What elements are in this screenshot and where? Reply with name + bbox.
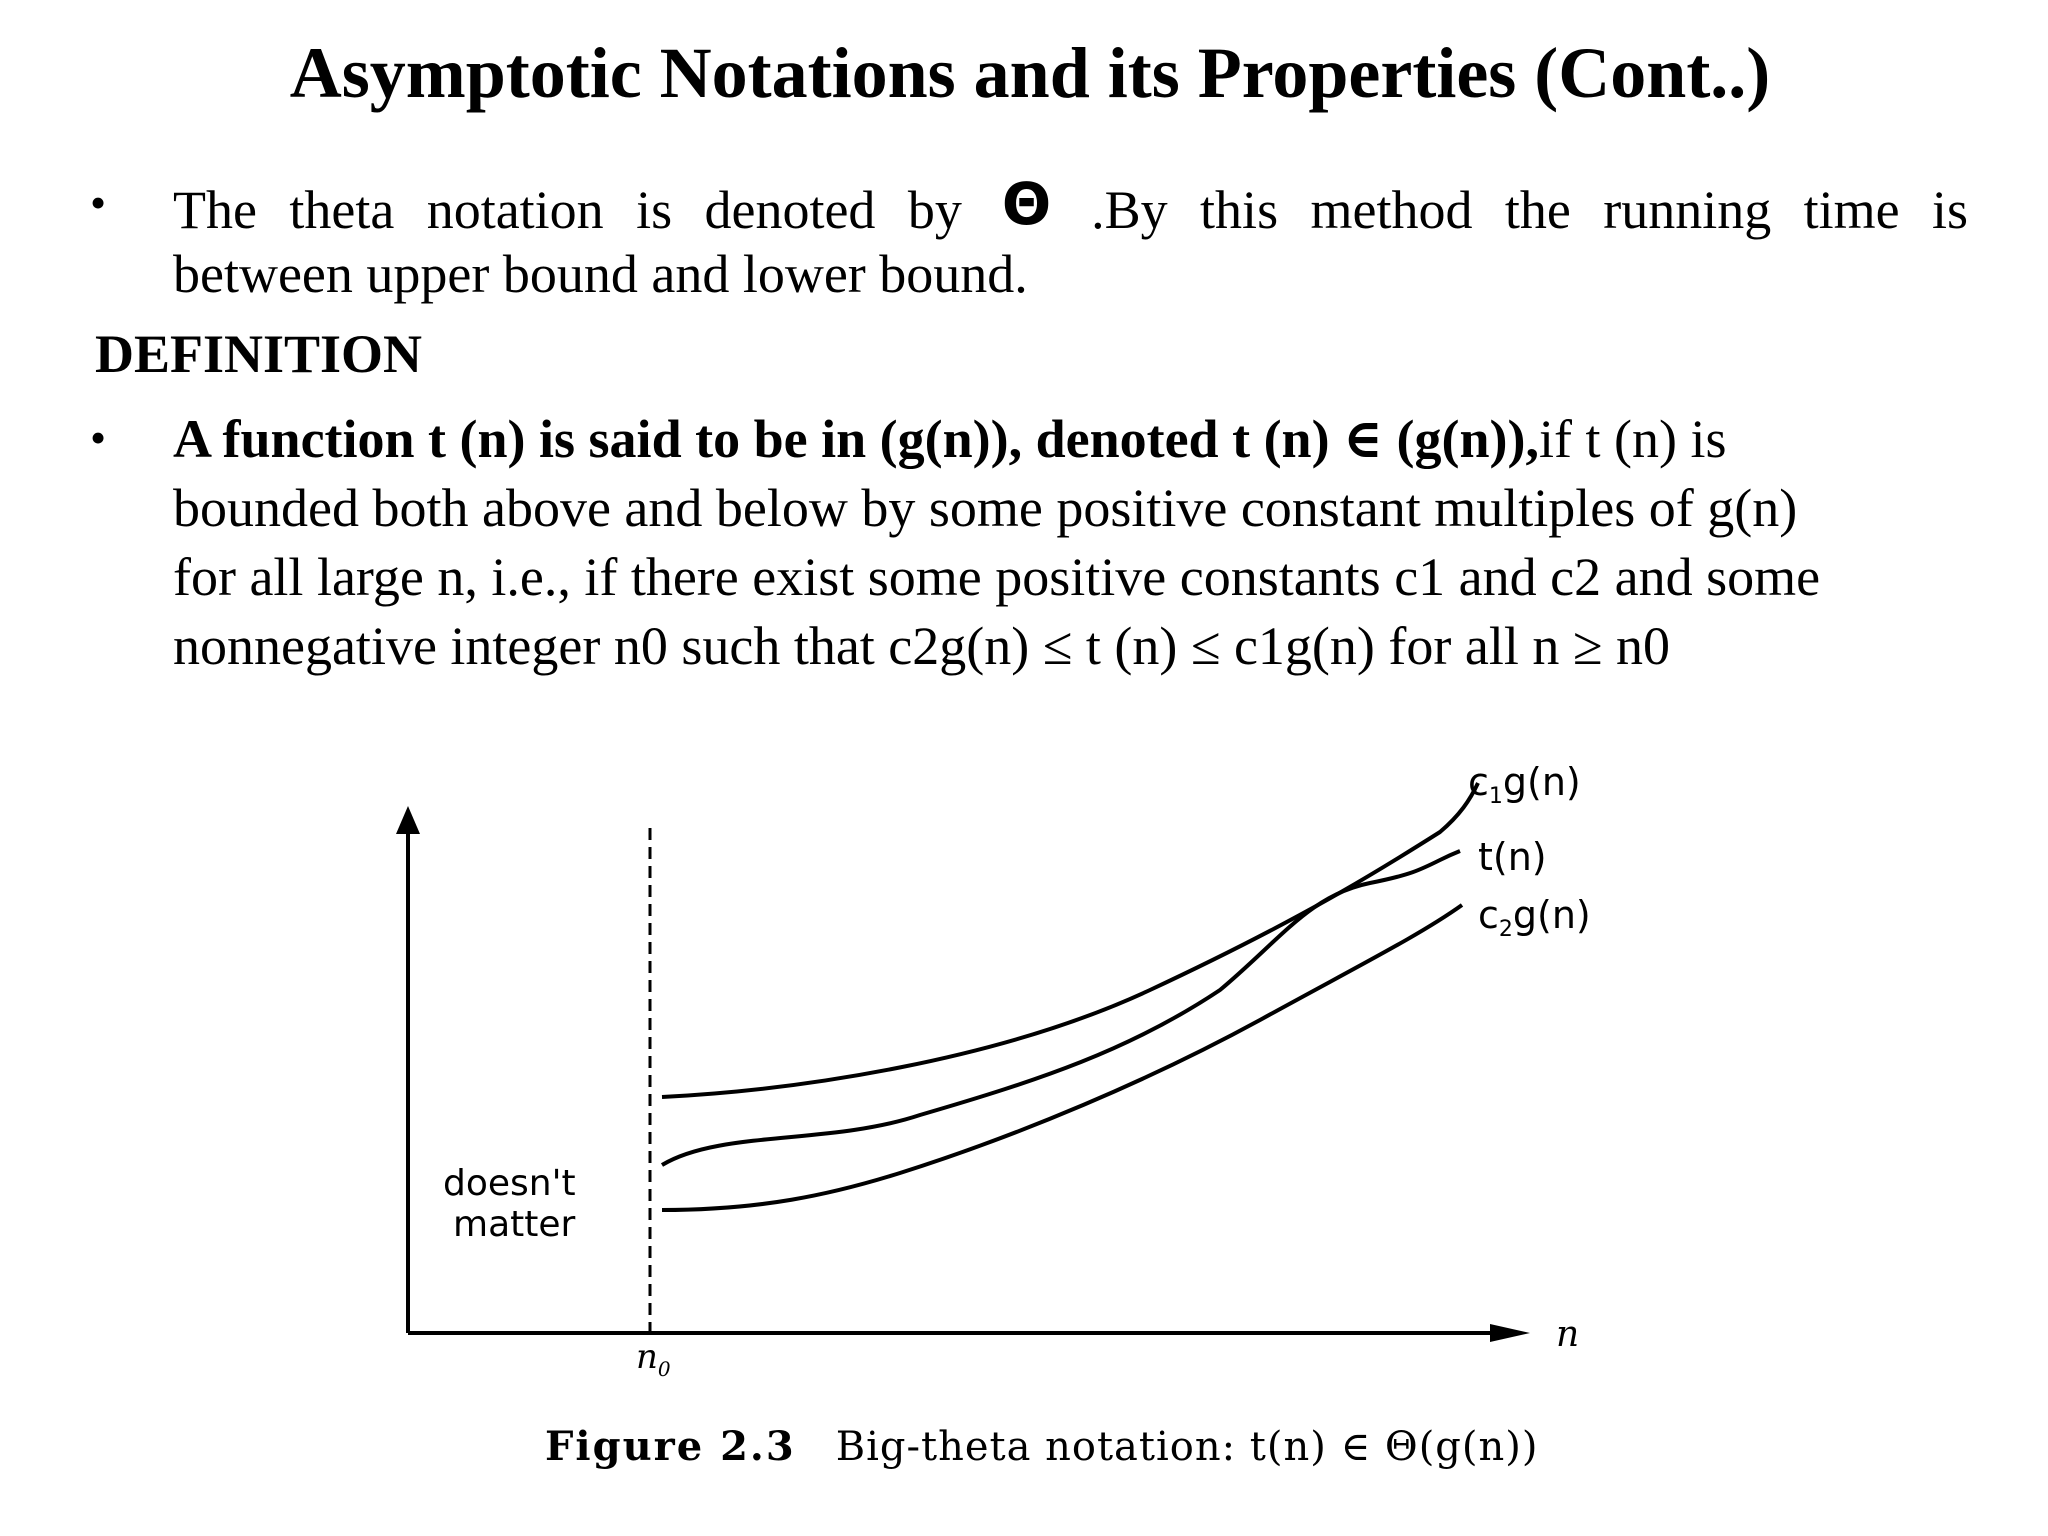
upper-bound-curve <box>662 783 1478 1097</box>
y-axis-arrowhead <box>396 806 420 834</box>
doesnt-matter-label-line2: matter <box>453 1204 576 1245</box>
theta-text-before: The theta notation is denoted by <box>173 180 962 240</box>
definition-normal-text: if t (n) is <box>1539 409 1727 469</box>
x-axis-label: n <box>1556 1314 1580 1355</box>
bullet-marker: • <box>90 177 107 228</box>
definition-bold-text: A function t (n) is said to be in (g(n)), denoted t (n) ∈ (g(n)), <box>173 409 1540 469</box>
definition-heading: DEFINITION <box>95 324 423 384</box>
lower-bound-label: $c_2g(n)$ <box>1478 893 1591 942</box>
t-n-curve <box>662 851 1460 1165</box>
upper-bound-label: $c_1g(n)$ <box>1468 760 1581 809</box>
bullet-marker: • <box>90 412 107 463</box>
figure-caption-text: Big-theta notation: t(n) ∈ Θ(g(n)) <box>835 1424 1539 1470</box>
theta-text-after: .By this method the running time is <box>1091 180 1968 240</box>
x-axis-arrowhead <box>1490 1324 1530 1342</box>
figure-caption <box>545 1423 1538 1470</box>
definition-line-2: bounded both above and below by some positive constant multiples of g(n) <box>173 478 1798 538</box>
slide-title: Asymptotic Notations and its Properties (Cont..) <box>289 33 1771 113</box>
definition-line-4: nonnegative integer n0 such that c2g(n) ≤ t (n) ≤ c1g(n) for all n ≥ n0 <box>173 616 1670 676</box>
theta-line-2: between upper bound and lower bound. <box>173 244 1028 304</box>
lower-bound-curve <box>662 905 1462 1210</box>
n0-label: $n_0$ <box>636 1337 671 1381</box>
theta-symbol: Θ <box>1001 170 1052 238</box>
t-n-label: t(n) <box>1478 835 1547 879</box>
definition-line-3: for all large n, i.e., if there exist some positive constants c1 and c2 and some <box>173 547 1821 607</box>
figure-caption-label: Figure 2.3 <box>545 1423 796 1470</box>
doesnt-matter-label-line1: doesn't <box>443 1163 576 1204</box>
